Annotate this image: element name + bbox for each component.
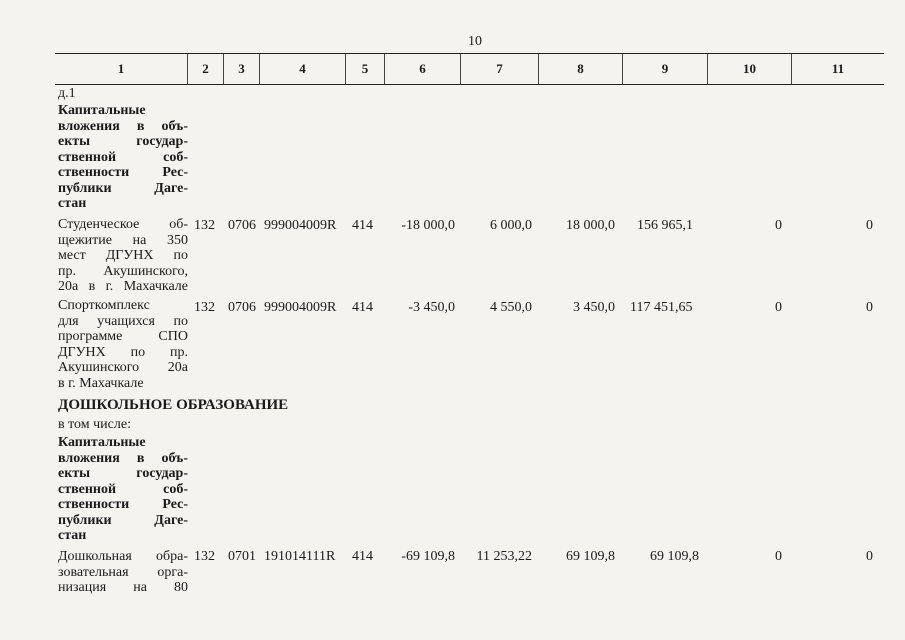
row2-c6: -3 450,0	[408, 300, 455, 315]
col-header-1: 1	[55, 54, 188, 85]
col-header-7: 7	[461, 54, 539, 85]
row1-c3: 0706	[228, 218, 256, 233]
row3-c7: 11 253,22	[476, 549, 532, 564]
row1-name: Студенческое об- щежитие на 350 мест ДГУНХ по пр. Акушинского, 20а в г. Махачкале	[58, 217, 188, 294]
col-header-6: 6	[385, 54, 461, 85]
row1-c9: 156 965,1	[637, 218, 693, 233]
row1-c8: 18 000,0	[566, 218, 615, 233]
row3-c10: 0	[775, 549, 782, 564]
page-number: 10	[468, 34, 482, 49]
column-header-row	[55, 53, 884, 85]
col-header-8: 8	[539, 54, 623, 85]
row2-c9: 117 451,65	[630, 300, 693, 315]
col-header-3: 3	[224, 54, 260, 85]
row1-c7: 6 000,0	[490, 218, 532, 233]
row2-c5: 414	[352, 300, 373, 315]
section-title: ДОШКОЛЬНОЕ ОБРАЗОВАНИЕ	[58, 397, 289, 413]
row3-c2: 132	[194, 549, 215, 564]
row1-c10: 0	[775, 218, 782, 233]
row1-c4: 999004009R	[264, 218, 337, 233]
row3-c11: 0	[866, 549, 873, 564]
capital-investment-heading-1: Капитальные вложения в объ- екты государ- ственной соб- ственности Рес- публики Даге- стан	[58, 103, 188, 211]
row2-c11: 0	[866, 300, 873, 315]
col-header-5: 5	[346, 54, 385, 85]
col-header-10: 10	[708, 54, 792, 85]
row3-c3: 0701	[228, 549, 256, 564]
row3-name: Дошкольная обра- зовательная орга- низация на 80	[58, 549, 188, 595]
col-header-2: 2	[188, 54, 224, 85]
row3-c8: 69 109,8	[566, 549, 615, 564]
row2-c4: 999004009R	[264, 300, 337, 315]
row3-c5: 414	[352, 549, 373, 564]
section-subtitle: в том числе:	[58, 417, 131, 432]
row2-c8: 3 450,0	[573, 300, 615, 315]
row1-c2: 132	[194, 218, 215, 233]
row1-c11: 0	[866, 218, 873, 233]
col-header-4: 4	[260, 54, 346, 85]
row2-name: Спорткомплекс для учащихся по программе СПО ДГУНХ по пр. Акушинского 20а в г. Махачкале	[58, 298, 188, 391]
row1-c6: -18 000,0	[401, 218, 455, 233]
col-header-9: 9	[623, 54, 708, 85]
row3-c9: 69 109,8	[650, 549, 699, 564]
row1-c5: 414	[352, 218, 373, 233]
item-prefix: д.1	[58, 86, 76, 101]
capital-investment-heading-2: Капитальные вложения в объ- екты государ- ственной соб- ственности Рес- публики Даге- стан	[58, 435, 188, 543]
col-header-11: 11	[792, 54, 885, 85]
row3-c4: 191014111R	[264, 549, 336, 564]
row2-c7: 4 550,0	[490, 300, 532, 315]
row3-c6: -69 109,8	[401, 549, 455, 564]
row2-c2: 132	[194, 300, 215, 315]
row2-c3: 0706	[228, 300, 256, 315]
row2-c10: 0	[775, 300, 782, 315]
